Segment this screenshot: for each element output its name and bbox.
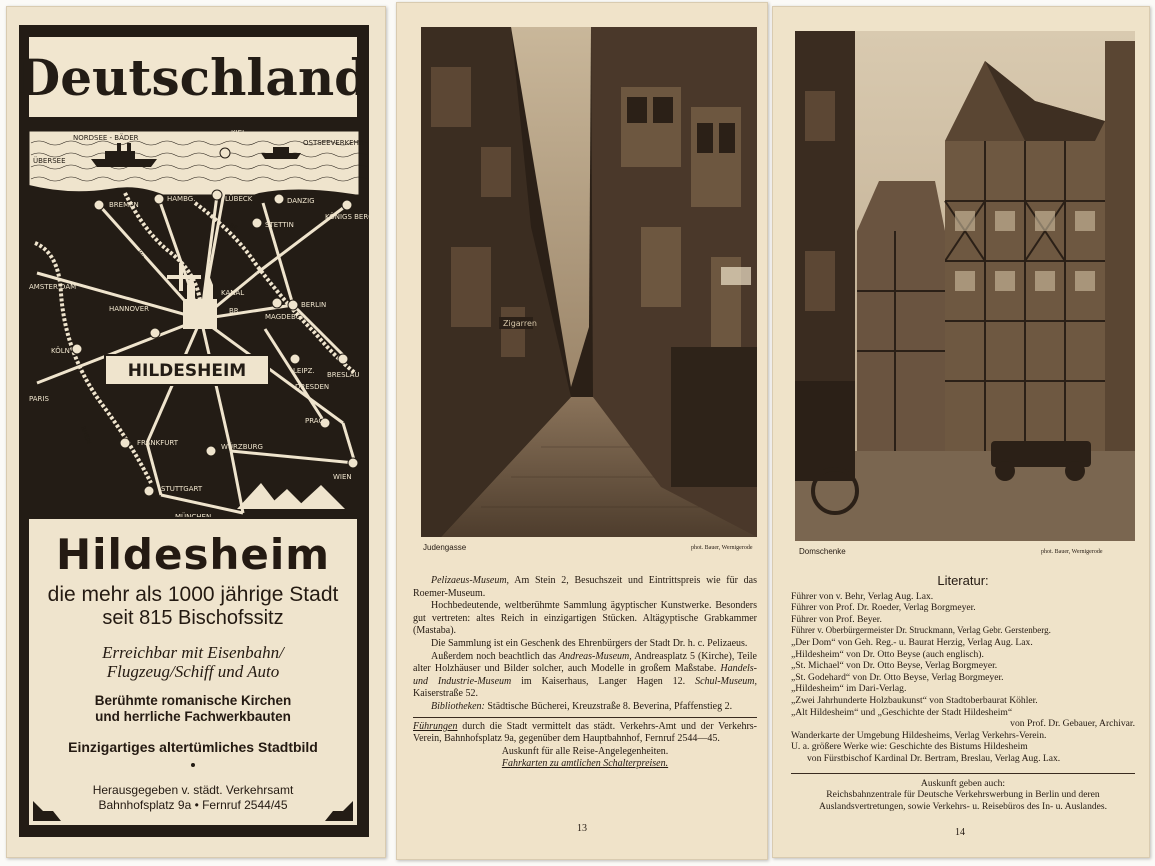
map-label-luebeck: LÜBECK [225,195,253,203]
map-label-hildesheim: HILDESHEIM [127,361,247,381]
hildesheim-map-box [105,355,269,385]
map-label-paris: PARIS [29,395,49,403]
travel-line-2: Flugzeug/Schiff und Auto [106,662,280,681]
photo-judengasse [421,27,757,537]
lead-pelizaeus: Pelizaeus-Museum, [431,575,510,586]
map-label-amsterdam: AMSTER DAM [29,283,77,291]
corner-ornament-left [33,801,61,821]
map-label-prag: PRAG [305,417,324,425]
map-label-br: BR. [229,307,241,315]
literature-item: „Hildesheim“ im Dari-Verlag. [791,683,907,695]
judengasse-illustration [421,27,757,537]
caption-domschenke: Domschenke [799,547,846,556]
bullet-dot [191,763,195,767]
literature-item: Führer von Prof. Dr. Roeder, Verlag Borgmeyer. [791,602,976,614]
credit-judengasse: phot. Bauer, Wernigerode [691,545,753,551]
cover-banner [16,35,370,119]
para-collection: Hochbedeutende, weltberühmte Sammlung ägyptischer Kunstwerke. Besonders gut vertreten: altes Reich in einzigartigen Stücken. Altägyptische Grabkammer (Mastaba). [413,600,757,637]
map-label-rhein: RHEIN [79,425,93,446]
map-label-wuerzburg: WÜRZBURG [221,443,263,451]
literature-item: von Fürstbischof Kardinal Dr. Bertram, Breslau, Verlag Aug. Lax. [807,752,1061,764]
map-label-kiel: KIEL [231,129,246,137]
para-tours: Führungen durch die Stadt vermittelt das städt. Verkehrs-Amt und der Verkehrs-Verein, Bahnhofsplatz 9a, gegenüber dem Hauptbahnhof, Fernruf 2544—45. [413,720,757,745]
literature-item: „Alt Hildesheim“ und „Geschichte der Stadt Hildesheim“ [791,706,1013,718]
literature-title: Literatur: [937,573,989,588]
map-label-leipz: LEIPZ. [293,367,315,375]
map-label-stettin: STETTIN [265,221,294,229]
map-label-ostsee: OSTSEEVERKEHR [303,139,364,147]
railway-map [25,123,374,509]
literature-item: von Prof. Dr. Gebauer, Archivar. [1010,718,1135,730]
page-number-13: 13 [577,823,587,834]
literature-item: U. a. größere Werke wie: Geschichte des Bistums Hildesheim [791,741,1028,753]
literature-item: Führer von Prof. Beyer. [791,613,882,625]
text-pelizaeus: Am Stein 2, Besuchszeit und Eintrittspreis wie für das Roemer-Museum. [413,575,757,599]
para-libraries: Bibliotheken: Städtische Bücherei, Kreuzstraße 8. Beverina, Pfaffenstieg 2. [431,700,733,712]
publisher-line-1: Herausgegeben v. städt. Verkehrsamt [92,783,294,797]
literature-item: „Hildesheim“ von Dr. Otto Beyse (auch englisch). [791,648,984,660]
map-label-kanal: KANAL [221,289,245,297]
map-label-bremen: BREMEN [109,201,139,209]
photo-domschenke [795,31,1135,541]
map-label-dresden: DRESDEN [295,383,330,391]
page-14 [772,6,1150,858]
lead-tours: Führungen [413,720,458,732]
map-label-weser: WESER [135,249,150,272]
publisher-info [29,783,357,813]
para-gift: Die Sammlung ist ein Geschenk des Ehrenbürgers der Stadt Dr. h. c. Pelizaeus. [431,637,748,649]
map-label-stuttgart: STUTTGART [161,485,203,493]
map-label-elbe: ELBE [222,218,239,233]
map-label-nordsee: NORDSEE - BÄDER [73,134,139,142]
tagline-age: die mehr als 1000 jährige Stadt [47,583,339,606]
page-13 [396,2,768,860]
caption-judengasse: Judengasse [423,543,467,552]
travel-line-1: Erreichbar mit Eisenbahn/ [102,643,284,662]
map-label-frankfurt: FRANKFURT [137,439,179,447]
cover-frame [16,25,374,837]
map-label-breslau: BRESLAU [327,371,360,379]
city-title: Hildesheim [55,530,331,579]
credit-domschenke: phot. Bauer, Wernigerode [1041,549,1103,555]
unique-townscape: Einzigartiges altertümliches Stadtbild [68,739,318,755]
lead-andreas-museum: Andreas-Museum, [559,650,632,662]
domschenke-illustration [795,31,1135,541]
banner-title: Deutschland [16,47,370,107]
info-title: Auskunft geben auch: [920,777,1006,789]
map-label-magdeburg: MAGDEBG. [265,313,304,321]
famous-line-2: und herrliche Fachwerkbauten [95,709,291,724]
para-tickets: Fahrkarten zu amtlichen Schalterpreisen. [501,758,669,770]
cover-info-box [27,517,359,827]
literature-item: „Zwei Jahrhunderte Holzbaukunst“ von Stadtoberbaurat Köhler. [791,694,1038,706]
publisher-line-2: Bahnhofsplatz 9a • Fernruf 2544/45 [98,798,288,812]
map-label-hamburg: HAMBG. [167,195,196,203]
lead-libraries: Bibliotheken: [431,700,485,712]
map-label-berlin: BERLIN [301,301,327,309]
map-label-koenigsberg: KÖNIGS BERG [325,213,374,221]
map-label-wien: WIEN [333,473,352,481]
literature-item: „St. Godehard“ von Dr. Otto Beyse, Verlag Borgmeyer. [791,671,1004,683]
corner-ornament-right [325,801,353,821]
literature-item: Führer v. Oberbürgermeister Dr. Struckmann, Verlag Gebr. Gerstenberg. [791,625,1051,636]
para-info: Auskunft für alle Reise-Angelegenheiten. [501,745,669,757]
page14-text [791,575,1135,812]
lead-handels-museum: Handels- und Industrie-Museum [413,663,758,687]
para-pelizaeus [413,575,757,600]
lead-schul-museum: Schul-Museum, [695,675,757,687]
map-label-uebersee: ÜBERSEE [33,157,66,165]
map-label-hannover: HANNOVER [109,305,149,313]
map-svg [25,123,374,509]
divider-rule [791,773,1135,774]
literature-item: „St. Michael“ von Dr. Otto Beyse, Verlag Borgmeyer. [791,660,998,672]
literature-item: Führer von v. Behr, Verlag Aug. Lax. [791,590,934,602]
shop-sign-zigarren: Zigarren [503,319,537,328]
tagline-bishopric: seit 815 Bischofssitz [102,607,284,629]
famous-line-1: Berühmte romanische Kirchen [94,693,292,708]
page-number-14: 14 [955,827,965,838]
page13-text [413,575,757,771]
map-label-koeln: KÖLN [51,347,70,355]
info-text: Reichsbahnzentrale für Deutsche Verkehrswerbung in Berlin und deren Auslandsvertretungen, sowie Verkehrs- u. Reisebüros des In- u. Auslandes. [818,789,1108,812]
literature-item: Wanderkarte der Umgebung Hildesheims, Verlag Verkehrs-Verein. [791,729,1047,741]
divider-rule [413,717,757,718]
cover-panel [6,6,386,858]
para-other-museums: Außerdem noch beachtlich das Andreas-Museum, Andreasplatz 5 (Kirche), Teile alter Holzhäuser und Bilder solcher, auch Modelle in großem Maßstabe. Handels- und Industrie-Museum im Kaiserhaus, Langer Hagen 12. Schul-Museum, Kaiserstraße 52. [413,650,758,700]
map-label-danzig: DANZIG [287,197,315,205]
literature-item: „Der Dom“ von Geh. Reg.- u. Baurat Herzig, Verlag Aug. Lax. [791,636,1033,648]
